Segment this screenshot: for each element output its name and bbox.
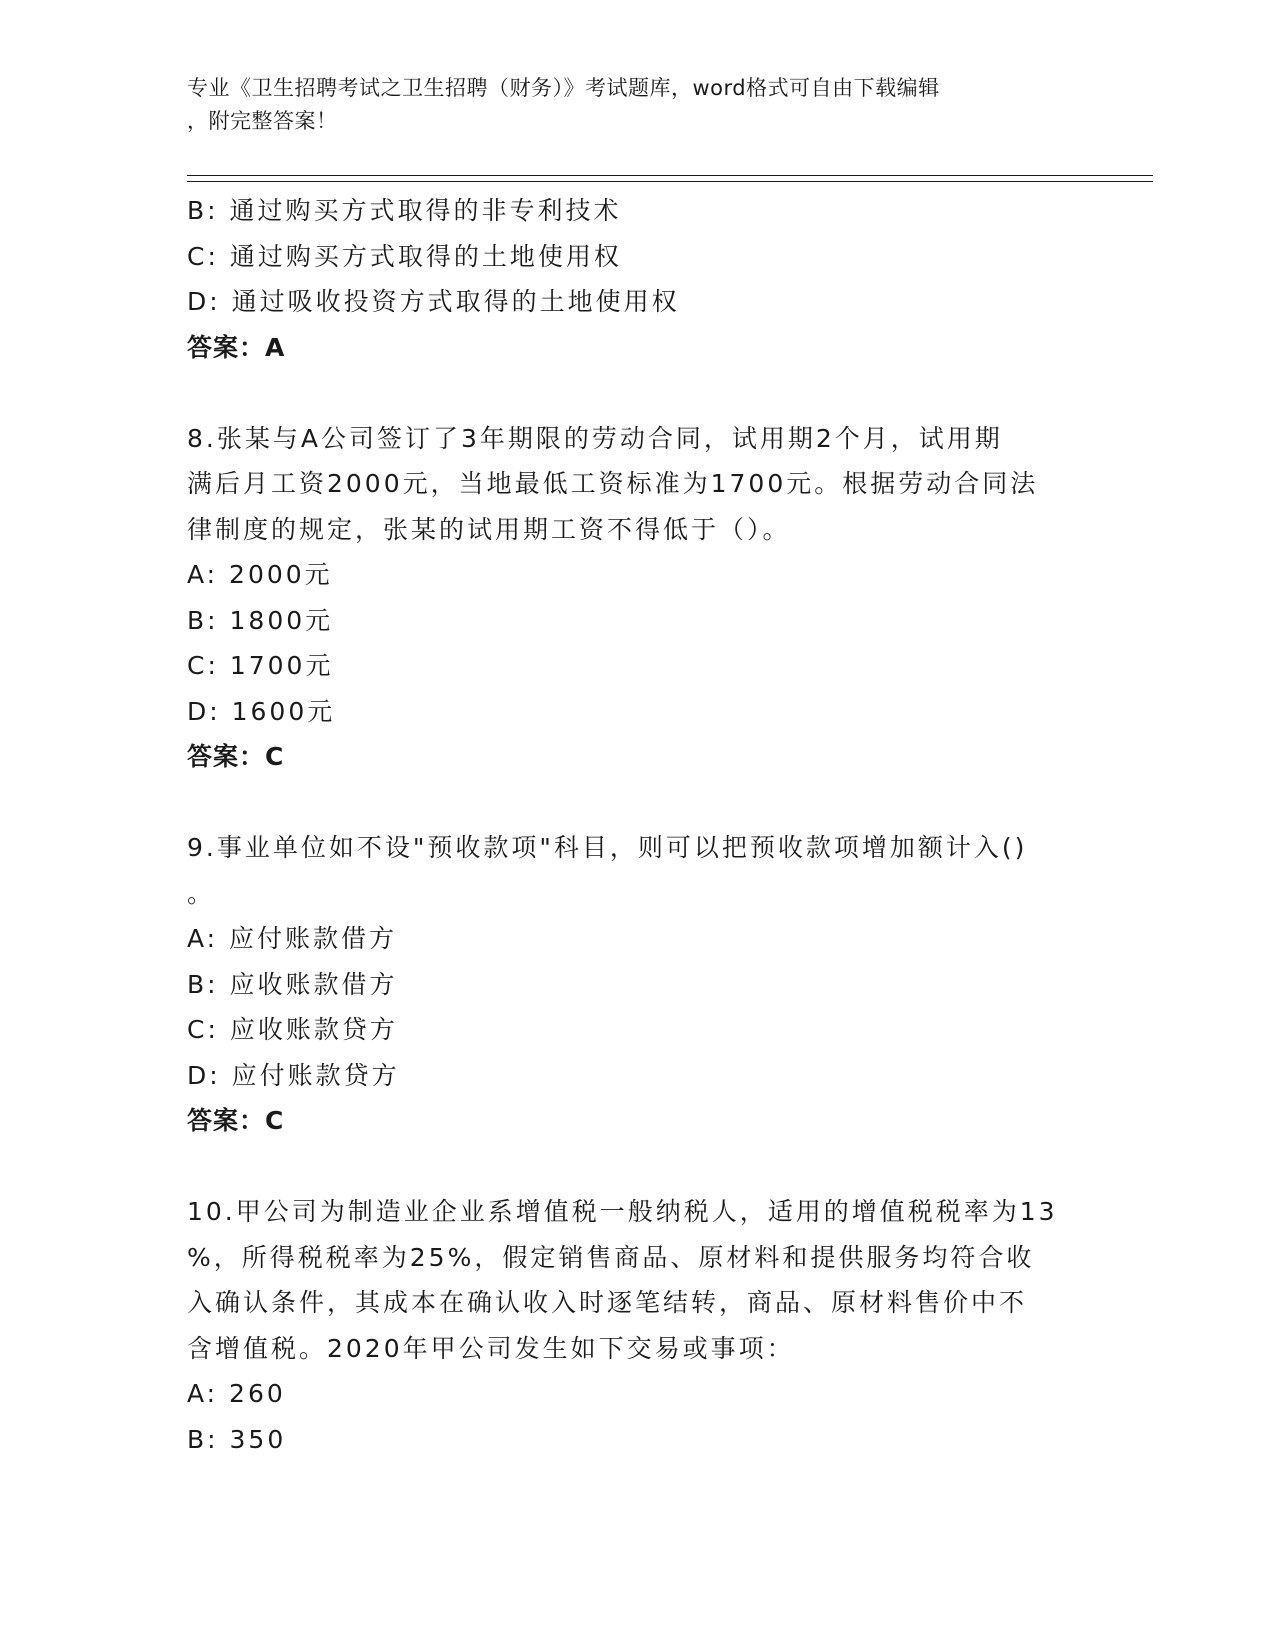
header-line-1: 专业《卫生招聘考试之卫生招聘（财务）》考试题库，word格式可自由下载编辑 <box>187 76 940 100</box>
question-stem-line: 。 <box>187 878 216 908</box>
question-stem-line: %，所得税税率为25%，假定销售商品、原材料和提供服务均符合收 <box>187 1242 1035 1272</box>
option-b: B: 1800元 <box>187 605 334 635</box>
option-c: C: 1700元 <box>187 651 334 680</box>
spacer <box>187 1144 1087 1190</box>
option-a: A: 2000元 <box>187 560 333 589</box>
document-body <box>187 188 1087 1462</box>
document-header <box>187 72 1067 138</box>
spacer <box>187 370 1087 416</box>
option-b: B: 应收账款借方 <box>187 969 398 999</box>
question-block-8 <box>187 416 1087 780</box>
question-stem-line: 含增值税。2020年甲公司发生如下交易或事项： <box>187 1333 795 1363</box>
answer: 答案：C <box>187 742 285 771</box>
question-block-10 <box>187 1189 1087 1462</box>
option-b: B: 350 <box>187 1424 287 1454</box>
answer: 答案：C <box>187 1106 285 1135</box>
question-stem-line: 8.张某与A公司签订了3年期限的劳动合同，试用期2个月，试用期 <box>187 423 1003 453</box>
question-stem-line: 律制度的规定，张某的试用期工资不得低于（）。 <box>187 514 791 544</box>
question-block-7 <box>187 188 1087 370</box>
header-line-2: ，附完整答案！ <box>187 109 338 133</box>
question-stem-line: 满后月工资2000元，当地最低工资标准为1700元。根据劳动合同法 <box>187 469 1039 498</box>
header-divider-top <box>187 175 1153 176</box>
answer: 答案：A <box>187 332 286 362</box>
question-stem-line: 9.事业单位如不设"预收款项"科目，则可以把预收款项增加额计入() <box>187 833 1028 862</box>
option-c: C: 通过购买方式取得的土地使用权 <box>187 241 622 271</box>
option-d: D: 通过吸收投资方式取得的土地使用权 <box>187 287 680 316</box>
question-stem-line: 10.甲公司为制造业企业系增值税一般纳税人，适用的增值税税率为13 <box>187 1197 1058 1226</box>
question-block-9 <box>187 825 1087 1144</box>
header-divider-bottom <box>187 181 1153 182</box>
spacer <box>187 780 1087 826</box>
option-c: C: 应收账款贷方 <box>187 1015 398 1044</box>
question-stem-line: 入确认条件，其成本在确认收入时逐笔结转，商品、原材料售价中不 <box>187 1288 1028 1317</box>
option-d: D: 1600元 <box>187 696 336 726</box>
option-a: A: 260 <box>187 1379 286 1408</box>
option-b: B: 通过购买方式取得的非专利技术 <box>187 196 622 225</box>
option-a: A: 应付账款借方 <box>187 924 398 953</box>
option-d: D: 应付账款贷方 <box>187 1060 400 1090</box>
